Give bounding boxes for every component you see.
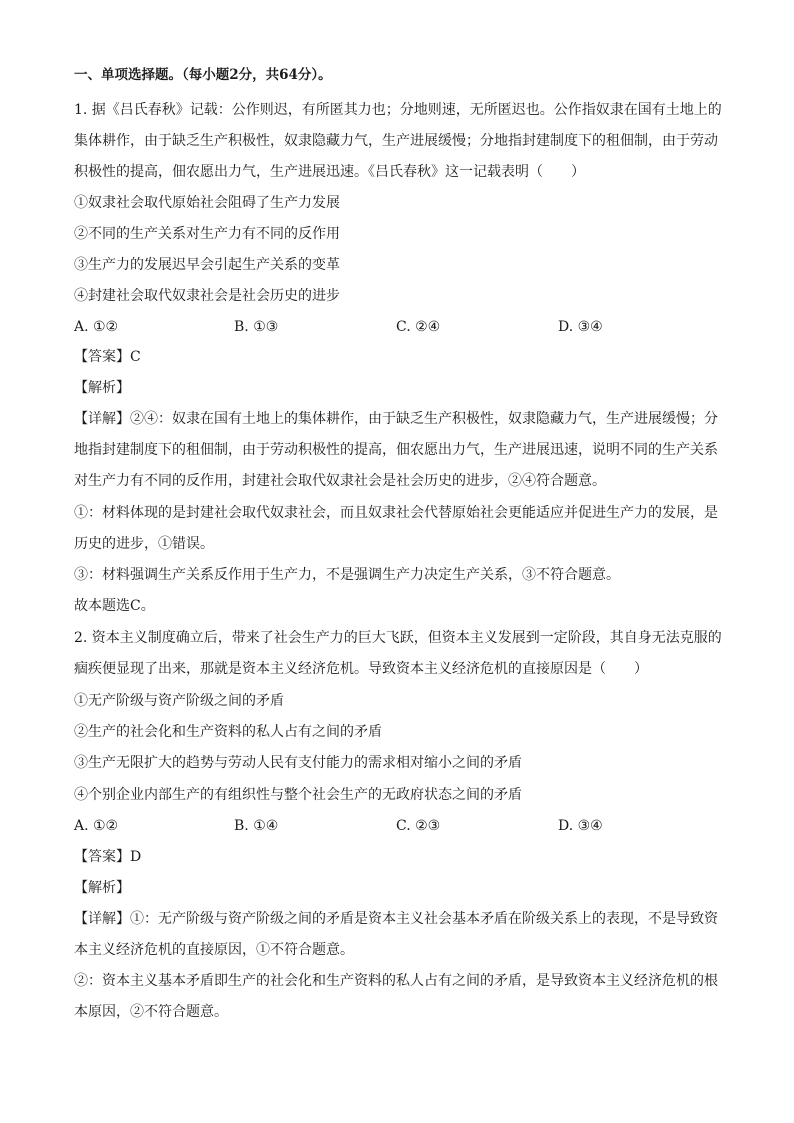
question-1-option-d: D. ③④ — [558, 319, 603, 335]
question-2-statement-1: ①无产阶级与资产阶级之间的矛盾 — [74, 693, 284, 709]
question-1-detail-line-4: ①：材料体现的是封建社会取代奴隶社会，而且奴隶社会代替原始社会更能适应并促进生产力的发展，是 — [74, 505, 718, 521]
question-1-detail-line-1: 【详解】②④：奴隶在国有土地上的集体耕作，由于缺乏生产积极性，奴隶隐藏力气，生产进展缓慢；分 — [74, 411, 718, 427]
question-1-statement-2: ②不同的生产关系对生产力有不同的反作用 — [74, 226, 340, 242]
question-2-stem-line-2: 痼疾便显现了出来，那就是资本主义经济危机。导致资本主义经济危机的直接原因是（ ） — [74, 661, 648, 677]
question-1-statement-1: ①奴隶社会取代原始社会阻碍了生产力发展 — [74, 195, 340, 211]
question-1-option-b: B. ①③ — [234, 319, 279, 335]
question-1-stem-line-2: 集体耕作，由于缺乏生产积极性，奴隶隐藏力气，生产进展缓慢；分地指封建制度下的租佃制，由于劳动 — [74, 133, 718, 149]
question-2-detail-line-2: 本主义经济危机的直接原因，①不符合题意。 — [74, 942, 354, 958]
question-1-detail-line-5: 历史的进步，①错误。 — [74, 536, 214, 552]
section-heading: 一、单项选择题。（每小题2分，共64分）。 — [74, 67, 332, 83]
question-1-analysis-label: 【解析】 — [74, 380, 130, 396]
question-2-analysis-label: 【解析】 — [74, 880, 130, 896]
question-2-option-b: B. ①④ — [234, 818, 279, 834]
question-2-option-d: D. ③④ — [558, 818, 603, 834]
question-2-answer: 【答案】D — [74, 849, 142, 865]
question-1-statement-3: ③生产力的发展迟早会引起生产关系的变革 — [74, 257, 340, 273]
question-2-stem-line-1: 2. 资本主义制度确立后，带来了社会生产力的巨大飞跃，但资本主义发展到一定阶段，其自身无法克服的 — [74, 630, 722, 646]
question-2-option-c: C. ②③ — [396, 818, 441, 834]
question-2-detail-line-1: 【详解】①：无产阶级与资产阶级之间的矛盾是资本主义社会基本矛盾在阶级关系上的表现，不是导致资 — [74, 911, 718, 927]
question-1-detail-line-6: ③：材料强调生产关系反作用于生产力，不是强调生产力决定生产关系，③不符合题意。 — [74, 567, 620, 583]
question-1-option-a: A. ①② — [74, 319, 119, 335]
question-2-statement-4: ④个别企业内部生产的有组织性与整个社会生产的无政府状态之间的矛盾 — [74, 787, 522, 803]
question-2-option-a: A. ①② — [74, 818, 119, 834]
question-2-statement-2: ②生产的社会化和生产资料的私人占有之间的矛盾 — [74, 724, 382, 740]
question-1-detail-line-7: 故本题选C。 — [74, 598, 155, 614]
question-2-statement-3: ③生产无限扩大的趋势与劳动人民有支付能力的需求相对缩小之间的矛盾 — [74, 755, 522, 771]
question-2-detail-line-4: 本原因，②不符合题意。 — [74, 1004, 228, 1020]
question-2-detail-line-3: ②：资本主义基本矛盾即生产的社会化和生产资料的私人占有之间的矛盾，是导致资本主义经济危机的根 — [74, 973, 718, 989]
question-1-detail-line-3: 对生产力有不同的反作用，封建社会取代奴隶社会是社会历史的进步，②④符合题意。 — [74, 473, 606, 489]
question-1-statement-4: ④封建社会取代奴隶社会是社会历史的进步 — [74, 288, 340, 304]
question-1-detail-line-2: 地指封建制度下的租佃制，由于劳动积极性的提高，佃农愿出力气，生产进展迅速，说明不同的生产关系 — [74, 442, 718, 458]
question-1-option-c: C. ②④ — [396, 319, 441, 335]
question-1-stem-line-1: 1. 据《吕氏春秋》记载：公作则迟，有所匿其力也；分地则速，无所匿迟也。公作指奴隶在国有土地上的 — [74, 102, 722, 118]
question-1-stem-line-3: 积极性的提高，佃农愿出力气，生产进展迅速。《吕氏春秋》这一记载表明（ ） — [74, 164, 585, 180]
question-1-answer: 【答案】C — [74, 349, 141, 365]
